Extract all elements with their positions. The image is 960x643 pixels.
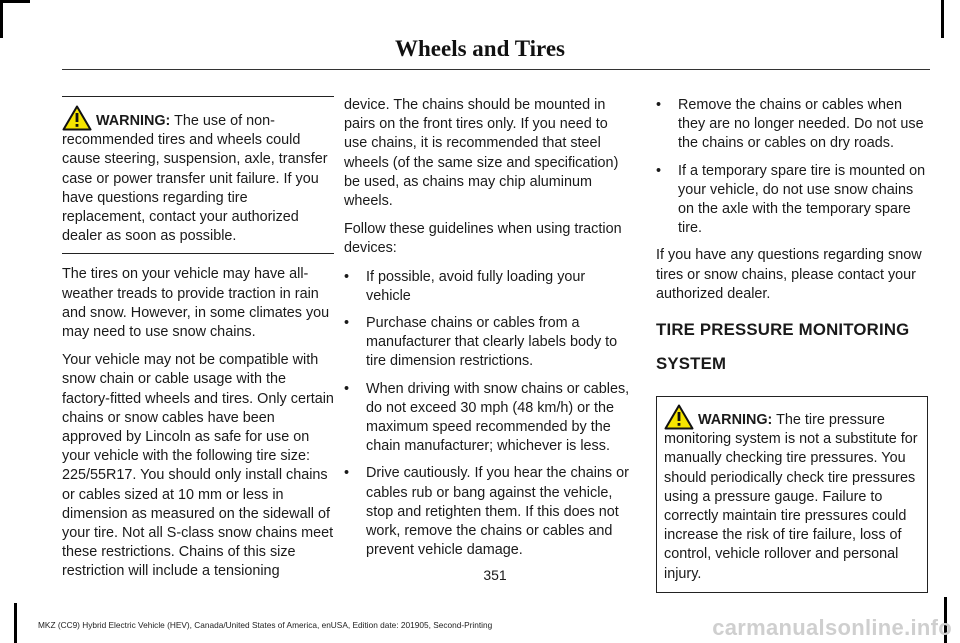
warning-text: The use of non-recommended tires and wheels could cause steering, suspension, axle, transfer case or power transfer unit failure. If you have questions regarding tire replacement, contact your authorized dealer as soon as possible. [62, 113, 328, 245]
paragraph: Follow these guidelines when using traction devices: [344, 221, 622, 257]
list-item [344, 268, 632, 306]
warning-triangle-icon [62, 105, 92, 129]
page-header-title: Wheels and Tires [395, 36, 565, 61]
guideline-list [344, 268, 632, 561]
list-item [344, 380, 632, 457]
bullet-glyph: • [344, 315, 350, 332]
paragraph: device. The chains should be mounted in pairs on the front tires only. If you need to use chains, it is recommended that steel wheels (of the same size and specification) be used, as chains may chip aluminum wheels. [344, 97, 619, 210]
warning-block-tires [62, 96, 334, 254]
list-item-text: Drive cautiously. If you hear the chains or cables rub or bang against the vehicle, stop and retighten them. If this does not work, remove the chains or cables and prevent vehicle damage. [366, 465, 629, 559]
bullet-glyph: • [344, 380, 350, 397]
warning-label: WARNING: [96, 113, 171, 129]
column-2 [344, 96, 632, 568]
bullet-glyph: • [656, 97, 662, 113]
list-item-text: When driving with snow chains or cables, do not exceed 30 mph (48 km/h) or the maximum speed recommended by the chain manufacturer; whichever is less. [366, 380, 630, 455]
list-item-text: If possible, avoid fully loading your vehicle [366, 268, 586, 304]
crop-mark [14, 603, 17, 643]
list-item-text: Remove the chains or cables when they are no longer needed. Do not use the chains or cables on dry roads. [678, 97, 924, 152]
paragraph: Your vehicle may not be compatible with snow chain or cable usage with the factory-fitted wheels and tires. Only certain chains or snow cables have been approved by Lincoln as safe for use on your vehicle with the following tire size: 225/55R17. You should only install chains or cables sized at 10 mm or less in dimension as measured on the sidewall of your tire. Not all S-class snow chains meet these restrictions. Chains of this size restriction will include a tensioning [62, 352, 334, 580]
list-item-text: If a temporary spare tire is mounted on your vehicle, do not use snow chains on the axle with the temporary spare tire. [678, 162, 926, 237]
bullet-glyph: • [344, 268, 350, 285]
paragraph: The tires on your vehicle may have all-weather treads to provide traction in rain and snow. However, in some climates you may need to use snow chains. [62, 266, 330, 341]
crop-mark [941, 0, 944, 38]
watermark: carmanualsonline.info [712, 615, 952, 640]
warning-text: The tire pressure monitoring system is not a substitute for manually checking tire pressures. You should periodically check tire pressures using a pressure gauge. Failure to correctly maintain tire pressures could increase the risk of tire failure, loss of control, vehicle rollover and personal injury. [664, 412, 918, 582]
crop-mark [0, 0, 3, 38]
bullet-glyph: • [344, 465, 350, 482]
list-item [344, 464, 632, 560]
footer-edition-info: MKZ (CC9) Hybrid Electric Vehicle (HEV), Canada/United States of America, enUSA, Edition date: 201905, Second-Printing [38, 620, 493, 630]
list-item [656, 162, 928, 239]
paragraph: If you have any questions regarding snow tires or snow chains, please contact your authorized dealer. [656, 247, 922, 302]
crop-mark [0, 0, 30, 3]
warning-label: WARNING: [698, 412, 773, 429]
section-heading [656, 313, 928, 381]
column-1 [62, 96, 334, 591]
bullet-glyph: • [656, 162, 662, 179]
section-heading-line: TIRE PRESSURE MONITORING [656, 320, 910, 340]
page-number: 351 [483, 567, 507, 583]
column-3 [656, 96, 928, 605]
list-item [344, 314, 632, 372]
warning-triangle-icon [664, 404, 694, 428]
warning-block-tpms [656, 396, 928, 593]
guideline-list-continued [656, 96, 928, 238]
list-item-text: Purchase chains or cables from a manufacturer that clearly labels body to tire dimension restrictions. [366, 315, 618, 370]
header-divider [62, 69, 930, 70]
list-item [656, 96, 928, 154]
section-heading-line: SYSTEM [656, 354, 727, 374]
